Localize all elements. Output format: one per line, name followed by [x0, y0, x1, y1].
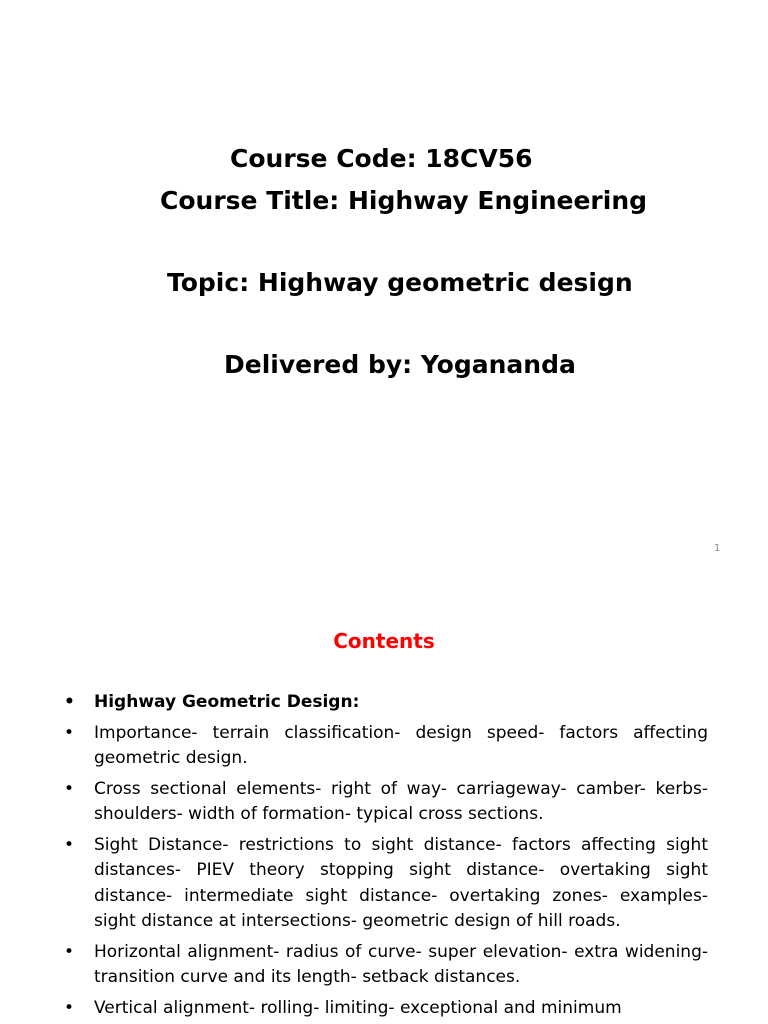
contents-bullet-list	[62, 690, 708, 1024]
course-title: Course Title: Highway Engineering	[160, 186, 648, 215]
bullet-item: • Sight Distance- restrictions to sight distance- factors affecting sight distances- PIEV theory stopping sight distance- overtaking sight distance- intermediate sight distance- overtaking zones- examples- sight distance at intersections- geometric design of hill roads.	[62, 833, 708, 935]
topic-title: Topic: Highway geometric design	[167, 268, 633, 297]
delivered-by: Delivered by: Yogananda	[224, 350, 576, 379]
course-code: Course Code: 18CV56	[230, 144, 533, 173]
slide-page-number: 1	[714, 543, 721, 554]
bullet-item: • Importance- terrain classification- design speed- factors affecting geometric design.	[62, 721, 708, 772]
bullet-item: • Highway Geometric Design:	[62, 690, 708, 716]
bullet-item: • Cross sectional elements- right of way- carriageway- camber- kerbs- shoulders- width of formation- typical cross sections.	[62, 777, 708, 828]
bullet-item: • Vertical alignment- rolling- limiting- exceptional and minimum	[62, 996, 708, 1022]
contents-heading: Contents	[333, 629, 435, 653]
bullet-item: • Horizontal alignment- radius of curve- super elevation- extra widening- transition curve and its length- setback distances.	[62, 940, 708, 991]
contents-slide	[0, 576, 768, 1024]
